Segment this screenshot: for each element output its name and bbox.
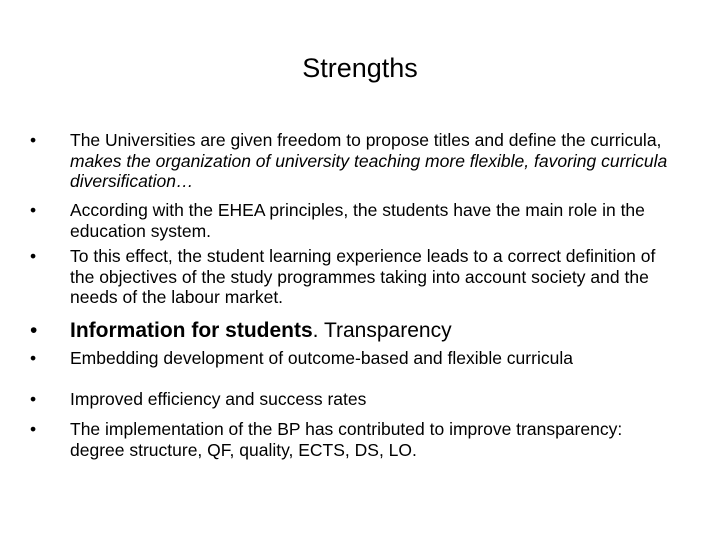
slide-title: Strengths — [302, 53, 418, 83]
bullet-text — [70, 130, 680, 192]
bullet-icon: • — [30, 348, 37, 368]
bullet-item-freedom — [30, 130, 680, 192]
bullet-text: According with the EHEA principles, the students have the main role in the education system. — [70, 200, 645, 241]
bullet-text: The implementation of the BP has contributed to improve transparency: degree structure, QF, quality, ECTS, DS, LO. — [70, 419, 623, 460]
bullet-item-information — [30, 318, 680, 344]
bullet-icon: • — [30, 130, 37, 150]
bullet-text-italic: makes the organization of university teaching more flexible, favoring curricula diversification… — [70, 150, 668, 191]
bullet-text-bold: Information for students — [70, 319, 313, 342]
bullet-item-ehea — [30, 200, 680, 241]
bullet-text-plain: The Universities are given freedom to propose titles and define the curricula, — [70, 130, 662, 150]
bullet-icon: • — [30, 389, 37, 409]
bullet-text-tail: . Transparency — [312, 319, 452, 342]
bullet-text: Embedding development of outcome-based and flexible curricula — [70, 348, 573, 368]
bullet-icon: • — [30, 319, 38, 342]
bullet-text: To this effect, the student learning experience leads to a correct definition of the objectives of the study programmes taking into account society and the needs of the labour market. — [70, 246, 656, 307]
bullet-text: Improved efficiency and success rates — [70, 389, 367, 409]
bullet-item-transparency — [30, 419, 680, 460]
bullet-item-learning — [30, 246, 680, 308]
bullet-item-efficiency — [30, 389, 680, 410]
bullet-icon: • — [30, 246, 37, 266]
bullet-item-curricula — [30, 348, 680, 369]
bullet-icon: • — [30, 200, 37, 220]
bullet-icon: • — [30, 419, 37, 439]
bullet-text — [70, 318, 680, 344]
